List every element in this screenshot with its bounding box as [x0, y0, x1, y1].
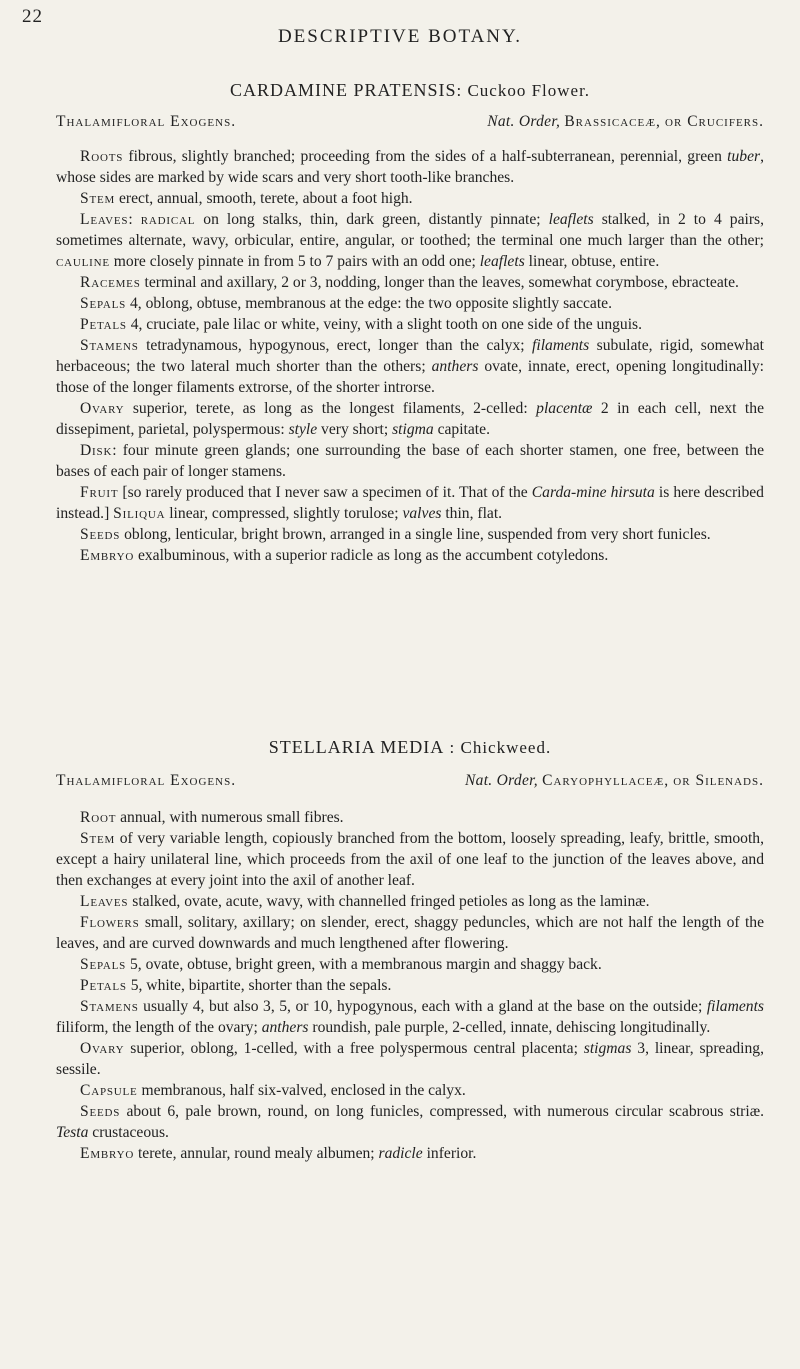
term: Sepals: [80, 295, 127, 312]
italic-term: valves: [402, 505, 442, 522]
order-suffix: or Crucifers.: [665, 113, 764, 130]
description-fruit: [56, 482, 764, 524]
italic-term: Testa: [56, 1124, 89, 1141]
text: filiform, the length of the ovary;: [56, 1019, 262, 1036]
term: Racemes: [80, 274, 141, 291]
text: very short;: [317, 421, 393, 438]
term: Flowers: [80, 914, 140, 931]
text: linear, compressed, slightly torulose;: [165, 505, 403, 522]
italic-term: leaflets: [548, 211, 594, 228]
description-ovary: [56, 398, 764, 440]
text: superior, terete, as long as the longest filaments, 2-celled:: [124, 400, 537, 417]
italic-term: filaments: [532, 337, 590, 354]
term: Petals: [80, 977, 127, 994]
description-flowers: [56, 912, 764, 954]
title-separator: :: [456, 81, 468, 100]
description-capsule: [56, 1080, 764, 1101]
order-suffix: or Silenads.: [673, 772, 764, 789]
italic-term: anthers: [261, 1019, 309, 1036]
species-title: [56, 80, 764, 101]
text: fibrous, slightly branched; proceeding from the sides of a half-subterranean, perennial, green: [123, 148, 728, 165]
description-racemes: [56, 272, 764, 293]
species-section-cardamine: [56, 80, 764, 566]
term: Sepals: [80, 956, 127, 973]
text: more closely pinnate in from 5 to 7 pairs with an odd one;: [109, 253, 480, 270]
text: thin, flat.: [441, 505, 503, 522]
text: , whose sides are marked by wide scars and very short tooth-like branches.: [56, 148, 764, 186]
species-common-name: Cuckoo Flower.: [467, 81, 591, 100]
text: [so rarely produced that I never saw a specimen of it. That of the: [118, 484, 532, 501]
text: 4, oblong, obtuse, membranous at the edge: the two opposite slightly saccate.: [126, 295, 612, 312]
text: terminal and axillary, 2 or 3, nodding, longer than the leaves, somewhat corymbose, ebracteate.: [140, 274, 739, 291]
term: Roots: [80, 148, 124, 165]
text: small, solitary, axillary; on slender, erect, shaggy peduncles, which are not half the length of the leaves, and are curved downwards and much lengthened after flowering.: [56, 914, 764, 952]
text: annual, with numerous small fibres.: [116, 809, 344, 826]
term: Stamens: [80, 998, 139, 1015]
term: Leaves: [80, 211, 129, 228]
class-label: Thalamifloral Exogens.: [56, 772, 237, 789]
text: 3, linear, spreading, sessile.: [56, 1040, 765, 1078]
italic-term: leaflets: [479, 253, 525, 270]
text: 5, white, bipartite, shorter than the sepals.: [126, 977, 392, 994]
term: Capsule: [80, 1082, 138, 1099]
species-title: [56, 737, 764, 758]
order-name: Brassicaceæ,: [564, 113, 661, 130]
page-number: 22: [22, 6, 43, 27]
term: Root: [80, 809, 117, 826]
description-stamens: [56, 996, 764, 1038]
species-section-stellaria: [56, 737, 764, 1164]
text: membranous, half six-valved, enclosed in the calyx.: [137, 1082, 466, 1099]
text: about 6, pale brown, round, on long funicles, compressed, with numerous circular scabrous striæ.: [120, 1103, 764, 1120]
description-sepals: [56, 293, 764, 314]
italic-term: stigma: [392, 421, 434, 438]
text: of very variable length, copiously branched from the bottom, loosely spreading, leafy, brittle, smooth, except a hairy unilateral line, which proceeds from the axil of one leaf to the junction of the leaves above, and then exchanges at every joint into the axil of another leaf.: [56, 830, 764, 889]
order-prefix: Nat. Order,: [487, 113, 561, 130]
description-leaves: [56, 891, 764, 912]
description-seeds: [56, 1101, 764, 1143]
description-seeds: [56, 524, 764, 545]
classification-line: [56, 111, 764, 132]
order-name: Caryophyllaceæ,: [542, 772, 670, 789]
species-common-name: Chickweed.: [460, 738, 552, 757]
term: Ovary: [80, 400, 125, 417]
description-petals: [56, 975, 764, 996]
text: subulate, rigid, somewhat herbaceous; the two lateral much shorter than the others;: [56, 337, 764, 375]
text: erect, annual, smooth, terete, about a foot high.: [115, 190, 413, 207]
title-separator: :: [444, 738, 461, 757]
text: linear, obtuse, entire.: [524, 253, 660, 270]
classification-line: [56, 770, 764, 791]
text: exalbuminous, with a superior radicle as long as the accumbent cotyledons.: [134, 547, 609, 564]
description-sepals: [56, 954, 764, 975]
italic-term: tuber: [727, 148, 761, 165]
description-roots: [56, 146, 764, 188]
text: usually 4, but also 3, 5, or 10, hypogynous, each with a gland at the base on the outside;: [138, 998, 707, 1015]
species-latin-name: STELLARIA MEDIA: [268, 737, 445, 757]
text: capitate.: [433, 421, 490, 438]
term: Ovary: [80, 1040, 125, 1057]
term: Seeds: [80, 526, 121, 543]
italic-term: anthers: [431, 358, 479, 375]
text: oblong, lenticular, bright brown, arranged in a single line, suspended from very short funicles.: [120, 526, 711, 543]
term: Fruit: [80, 484, 119, 501]
text: :: [128, 211, 141, 228]
text: tetradynamous, hypogynous, erect, longer than the calyx;: [138, 337, 533, 354]
description-embryo: [56, 545, 764, 566]
term: Disk: [80, 442, 113, 459]
term: Leaves: [80, 893, 129, 910]
text: 2 in each cell, next the dissepiment, parietal, polyspermous:: [56, 400, 764, 438]
term: cauline: [56, 253, 110, 270]
term: radical: [140, 211, 196, 228]
natural-order: [487, 111, 764, 132]
italic-term: filaments: [706, 998, 764, 1015]
term: Stem: [80, 830, 116, 847]
description-stamens: [56, 335, 764, 398]
italic-term: Carda-mine hirsuta: [531, 484, 655, 501]
text: : four minute green glands; one surrounding the base of each shorter stamen, one free, between the bases of each pair of longer stamens.: [56, 442, 764, 480]
term: Seeds: [80, 1103, 121, 1120]
text: inferior.: [422, 1145, 477, 1162]
text: 5, ovate, obtuse, bright green, with a membranous margin and shaggy back.: [126, 956, 602, 973]
text: 4, cruciate, pale lilac or white, veiny, with a slight tooth on one side of the unguis.: [126, 316, 643, 333]
species-latin-name: CARDAMINE PRATENSIS: [229, 80, 457, 100]
text: terete, annular, round mealy albumen;: [134, 1145, 379, 1162]
italic-term: placentæ: [536, 400, 593, 417]
term: Embryo: [80, 1145, 135, 1162]
description-root: [56, 807, 764, 828]
italic-term: stigmas: [583, 1040, 632, 1057]
class-label: Thalamifloral Exogens.: [56, 113, 237, 130]
text: is here described instead.]: [56, 484, 764, 522]
text: superior, oblong, 1-celled, with a free polyspermous central placenta;: [124, 1040, 584, 1057]
natural-order: [465, 770, 764, 791]
running-head: DESCRIPTIVE BOTANY.: [277, 26, 523, 47]
text: stalked, in 2 to 4 pairs, sometimes alternate, wavy, orbicular, entire, angular, or toothed; the terminal one much larger than the other;: [56, 211, 765, 249]
term: Stamens: [80, 337, 139, 354]
term: Stem: [80, 190, 116, 207]
term: Embryo: [80, 547, 135, 564]
description-disk: [56, 440, 764, 482]
description-stem: [56, 188, 764, 209]
description-embryo: [56, 1143, 764, 1164]
term: Petals: [80, 316, 127, 333]
description-stem: [56, 828, 764, 891]
order-prefix: Nat. Order,: [465, 772, 538, 789]
description-petals: [56, 314, 764, 335]
description-leaves: [56, 209, 764, 272]
text: on long stalks, thin, dark green, distantly pinnate;: [195, 211, 549, 228]
description-ovary: [56, 1038, 764, 1080]
text: ovate, innate, erect, opening longitudinally: those of the longer filaments extrorse, of the shorter introrse.: [56, 358, 765, 396]
term: Siliqua: [113, 505, 166, 522]
text: roundish, pale purple, 2-celled, innate, dehiscing longitudinally.: [308, 1019, 711, 1036]
italic-term: style: [288, 421, 318, 438]
text: crustaceous.: [88, 1124, 169, 1141]
text: stalked, ovate, acute, wavy, with channelled fringed petioles as long as the laminæ.: [128, 893, 650, 910]
italic-term: radicle: [378, 1145, 423, 1162]
